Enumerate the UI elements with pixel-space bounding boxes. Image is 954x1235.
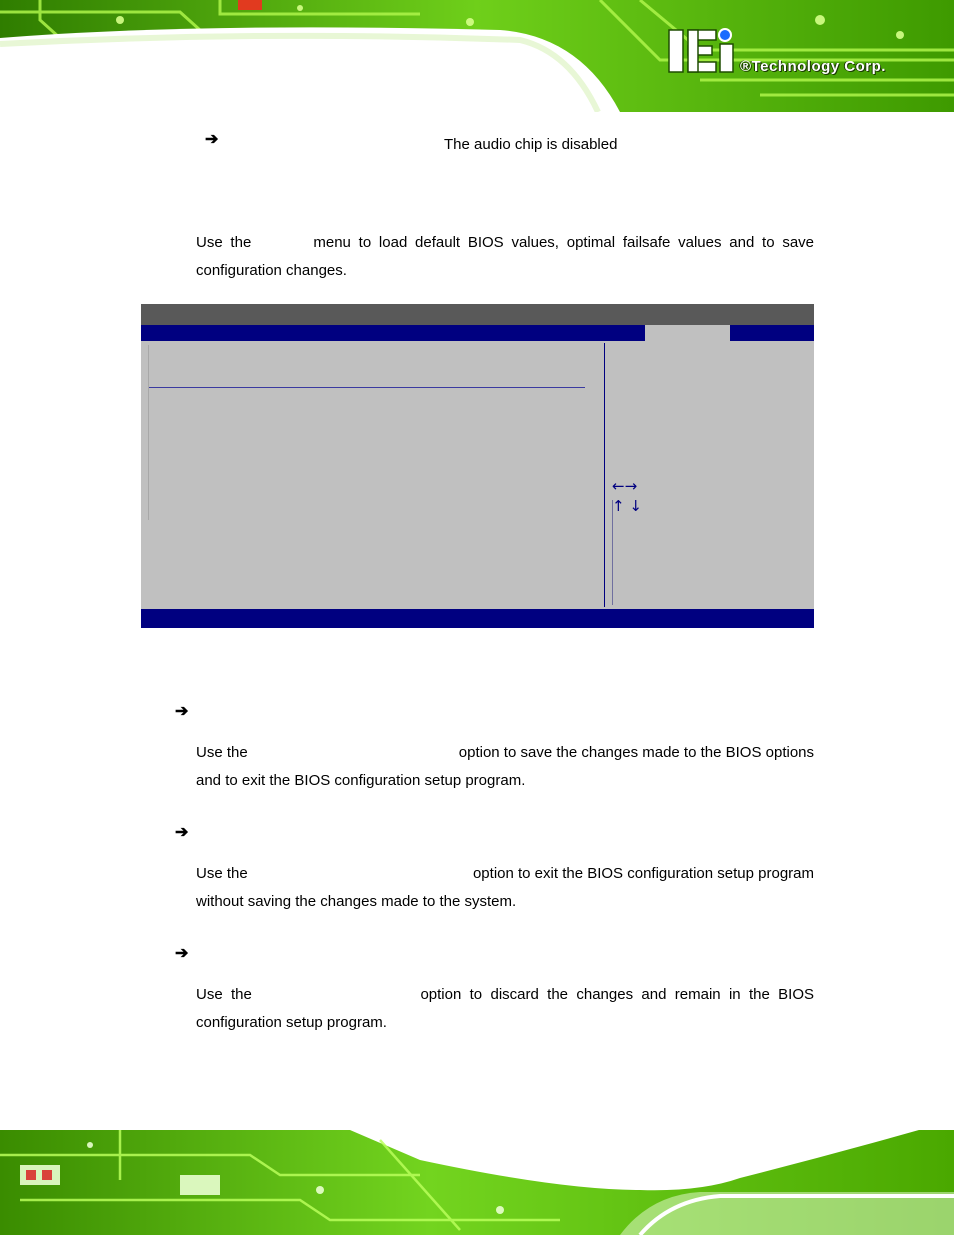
footer-circuit-banner xyxy=(0,1120,954,1235)
bios-left-border xyxy=(148,345,149,520)
option3-line1-pre: Use the xyxy=(196,986,252,1003)
option1-line2: and to exit the BIOS configuration setup program. xyxy=(196,772,526,789)
bios-selected-tab[interactable] xyxy=(645,325,730,341)
up-down-arrows-icon: ↑ ↓ xyxy=(612,497,642,515)
left-right-arrows-icon: ←→ xyxy=(612,477,638,495)
header-circuit-banner xyxy=(0,0,954,112)
logo-wordmark: ®Technology Corp. xyxy=(740,58,886,75)
option3-line1-post: option to discard the changes and remain in the BIOS xyxy=(420,986,814,1003)
exit-intro-line2: configuration changes. xyxy=(196,262,347,279)
bios-separator xyxy=(149,387,585,388)
bios-main-panel xyxy=(141,341,814,609)
option2-line1-post: option to exit the BIOS configuration setup program xyxy=(472,865,814,882)
audio-disabled-text: The audio chip is disabled xyxy=(444,136,618,153)
bios-help-divider xyxy=(604,343,605,607)
option1-line1-post: option to save the changes made to the BIOS options xyxy=(458,744,814,761)
arrow-bullet-icon: ➔ xyxy=(205,131,219,148)
arrow-bullet-icon: ➔ xyxy=(175,945,189,962)
option2-line1-pre: Use the xyxy=(196,865,248,882)
option3-line2: configuration setup program. xyxy=(196,1014,387,1031)
exit-intro-line1: Use the menu to load default BIOS values, optimal failsafe values and to save xyxy=(196,234,814,251)
bios-title-bar xyxy=(141,304,814,325)
option1-line1-pre: Use the xyxy=(196,744,248,761)
bios-status-bar xyxy=(141,609,814,628)
bios-navigation-keys xyxy=(612,476,642,516)
option2-line2: without saving the changes made to the system. xyxy=(196,893,517,910)
arrow-bullet-icon: ➔ xyxy=(175,824,189,841)
arrow-bullet-icon: ➔ xyxy=(175,703,189,720)
